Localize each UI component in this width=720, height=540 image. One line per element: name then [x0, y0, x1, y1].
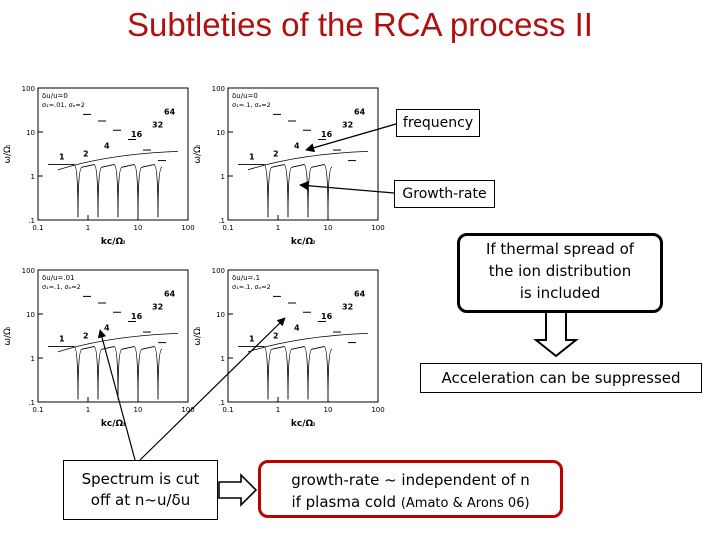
- y-tick-label: 100: [21, 85, 35, 93]
- x-tick-label: 1: [275, 224, 281, 232]
- thermal-line-3: is included: [519, 284, 601, 302]
- frequency-label-box: frequency: [396, 109, 480, 137]
- y-axis-label: ω/Ωᵢ: [193, 144, 203, 164]
- mode-label: 1: [249, 152, 255, 162]
- y-tick-label: 100: [211, 267, 225, 275]
- mode-label: 4: [104, 141, 110, 151]
- x-tick-label: 0.1: [32, 406, 44, 414]
- x-tick-label: 10: [323, 224, 333, 232]
- panel-param-2: σ₁=.1, σₐ≈2: [232, 101, 271, 109]
- spectrum-arrow-right: [140, 318, 285, 460]
- y-tick-label: .1: [28, 217, 35, 225]
- growth-rate-label-box: Growth-rate: [394, 180, 495, 208]
- mode-label: 16: [321, 311, 333, 321]
- mode-label: 4: [104, 323, 110, 333]
- y-axis-label: ω/Ωᵢ: [3, 144, 13, 164]
- growth-line-1: growth-rate ~ independent of n: [291, 471, 530, 489]
- y-axis-label: ω/Ωᵢ: [193, 326, 203, 346]
- x-tick-label: 100: [181, 224, 195, 232]
- mode-label: 2: [273, 149, 279, 159]
- spectrum-cut-box: [63, 460, 218, 520]
- mode-label: 32: [342, 302, 354, 312]
- slide-title: Subtleties of the RCA process II: [127, 6, 593, 43]
- y-tick-label: 1: [220, 355, 225, 363]
- mode-label: 2: [83, 149, 89, 159]
- mode-label: 32: [152, 120, 164, 130]
- thermal-line-2: the ion distribution: [488, 262, 632, 280]
- mode-label: 2: [273, 331, 279, 341]
- mode-label: 4: [294, 141, 300, 151]
- y-tick-label: 1: [220, 173, 225, 181]
- y-tick-label: .1: [28, 399, 35, 407]
- panel-param-1: δu/u=.01: [42, 274, 75, 282]
- panel-param-1: δu/u=0: [232, 92, 258, 100]
- right-arrow: [219, 475, 256, 505]
- down-arrow: [536, 312, 576, 356]
- growth-line-2-text: if plasma cold: [291, 493, 397, 511]
- y-tick-label: 100: [21, 267, 35, 275]
- y-tick-label: 10: [216, 311, 225, 319]
- mode-label: 1: [59, 152, 65, 162]
- growth-rate-arrow: [300, 185, 394, 193]
- frequency-arrow: [306, 124, 396, 150]
- mode-label: 64: [164, 289, 176, 299]
- x-tick-label: 0.1: [32, 224, 44, 232]
- mode-label: 32: [342, 120, 354, 130]
- y-tick-label: .1: [218, 399, 225, 407]
- mode-label: 1: [249, 334, 255, 344]
- x-axis-label: kc/Ωᵢ: [100, 237, 126, 247]
- x-tick-label: 1: [275, 406, 281, 414]
- x-tick-label: 100: [181, 406, 195, 414]
- spectrum-line-2: off at n~u/δu: [90, 491, 191, 509]
- mode-label: 32: [152, 302, 164, 312]
- spectrum-arrow-left: [100, 330, 135, 460]
- y-tick-label: .1: [218, 217, 225, 225]
- mode-label: 2: [83, 331, 89, 341]
- panel-param-2: σ₁=.1, σₐ≈2: [232, 283, 271, 291]
- x-tick-label: 0.1: [222, 406, 234, 414]
- mode-label: 1: [59, 334, 65, 344]
- mode-label: 64: [354, 289, 366, 299]
- x-axis-label: kc/Ωᵢ: [290, 419, 316, 429]
- x-tick-label: 100: [371, 224, 385, 232]
- mode-label: 64: [354, 107, 366, 117]
- mode-label: 16: [131, 311, 143, 321]
- panel-param-2: σ₁=.01, σₐ≈2: [42, 101, 85, 109]
- x-axis-label: kc/Ωᵢ: [290, 237, 316, 247]
- spectrum-line-1: Spectrum is cut: [81, 470, 200, 488]
- growth-independent-callout: [258, 460, 563, 518]
- growth-line-2: [261, 491, 560, 515]
- y-tick-label: 10: [26, 129, 35, 137]
- y-tick-label: 100: [211, 85, 225, 93]
- thermal-line-1: If thermal spread of: [485, 240, 635, 258]
- x-tick-label: 0.1: [222, 224, 234, 232]
- mode-label: 16: [131, 129, 143, 139]
- y-tick-label: 1: [30, 355, 35, 363]
- y-tick-label: 10: [26, 311, 35, 319]
- mode-label: 4: [294, 323, 300, 333]
- citation: (Amato & Arons 06): [400, 496, 530, 511]
- x-tick-label: 100: [371, 406, 385, 414]
- y-axis-label: ω/Ωᵢ: [3, 326, 13, 346]
- thermal-spread-callout: [457, 233, 663, 313]
- x-tick-label: 1: [85, 406, 91, 414]
- x-tick-label: 10: [323, 406, 333, 414]
- x-tick-label: 1: [85, 224, 91, 232]
- panel-param-2: σ₁=.1, σₐ≈2: [42, 283, 81, 291]
- y-tick-label: 1: [30, 173, 35, 181]
- x-tick-label: 10: [133, 224, 143, 232]
- x-tick-label: 10: [133, 406, 143, 414]
- panel-param-1: δu/u=.1: [232, 274, 261, 282]
- y-tick-label: 10: [216, 129, 225, 137]
- mode-label: 16: [321, 129, 333, 139]
- acceleration-suppressed-box: Acceleration can be suppressed: [420, 363, 702, 393]
- mode-label: 64: [164, 107, 176, 117]
- panel-param-1: δu/u=0: [42, 92, 68, 100]
- x-axis-label: kc/Ωᵢ: [100, 419, 126, 429]
